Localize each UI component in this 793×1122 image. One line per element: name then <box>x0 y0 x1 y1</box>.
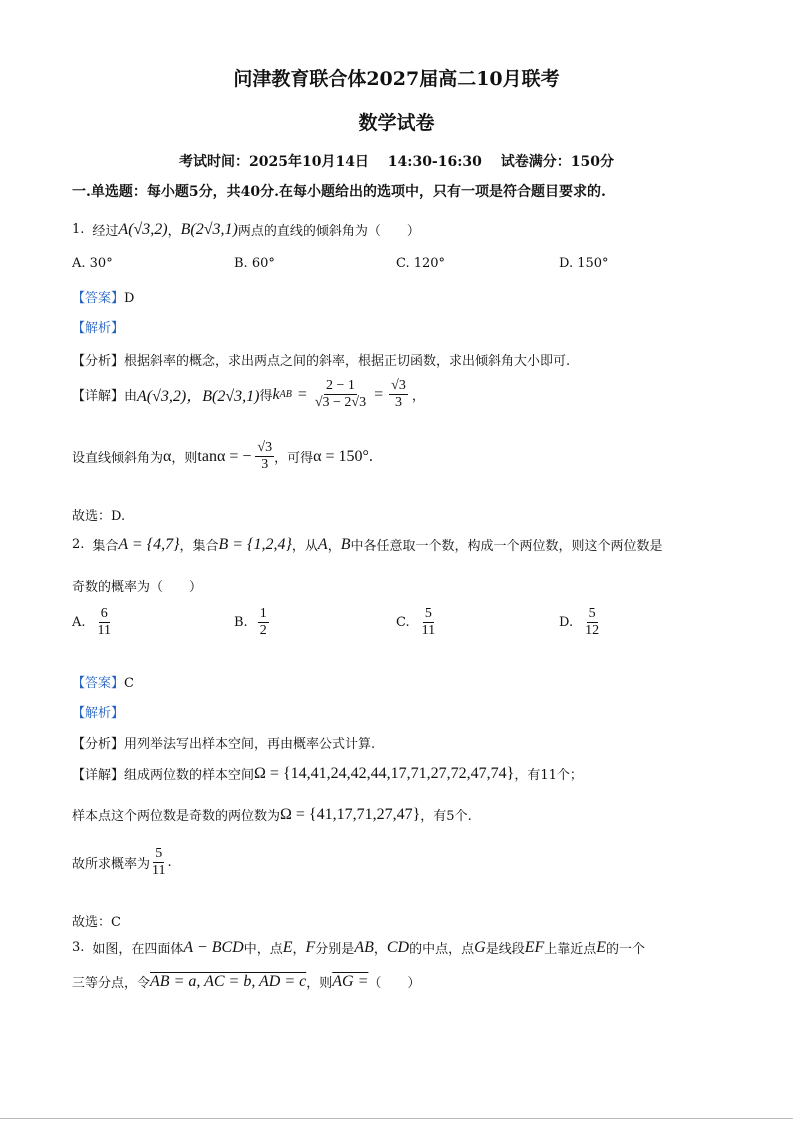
answer-label: 【答案】 <box>72 676 125 691</box>
q1-fenxi-row <box>72 350 570 369</box>
q2-text1-a: 集合 <box>92 539 119 554</box>
q1-frac1-den: √3 − 2√3 <box>314 395 367 410</box>
q2-option-a-num: 6 <box>100 606 108 621</box>
q1-detail-row <box>72 378 425 411</box>
q2-option-b-den: 2 <box>259 623 267 638</box>
q1-frac2 <box>389 378 408 411</box>
q3-g: G <box>474 938 486 956</box>
analysis-label: 【解析】 <box>72 706 125 721</box>
comma: ， <box>411 389 425 404</box>
q2-detail-suffix: ，有11个； <box>514 768 583 783</box>
q2-line3-suffix: . <box>167 855 172 870</box>
analysis-label: 【解析】 <box>72 321 125 336</box>
q2-option-c-frac <box>420 606 437 639</box>
q3-t4: 分别是 <box>315 942 355 957</box>
section-heading: 一.单选题：每小题5分，共40分.在每小题给出的选项中，只有一项是符合题目要求的. <box>72 184 606 200</box>
q3-tetra: A − BCD <box>183 938 244 956</box>
q1-frac2-den: 3 <box>394 395 402 410</box>
q2-prob-frac <box>150 846 167 879</box>
q1-option-a: A. 30° <box>72 256 113 271</box>
q1-suffix: 两点的直线的倾斜角为（ ） <box>237 224 420 239</box>
q2-line2-prefix: 样本点这个两位数是奇数的两位数为 <box>72 809 281 824</box>
q1-fenxi: 根据斜率的概念，求出两点之间的斜率，根据正切函数，求出倾斜角大小即可. <box>124 354 571 369</box>
q2-option-a <box>72 606 113 639</box>
q2-option-a-label: A. <box>72 615 86 630</box>
q2-option-a-den: 11 <box>97 623 112 638</box>
q1-line2-mid2: ，可得 <box>274 451 314 466</box>
q3-number: 3. <box>72 940 85 955</box>
page-subtitle: 数学试卷 <box>358 112 435 134</box>
q3-t2: 中，点 <box>243 942 283 957</box>
q3-ab: AB <box>354 938 374 956</box>
q2-line3-prefix: 故所求概率为 <box>72 857 151 872</box>
q1-tan-frac-den: 3 <box>261 457 269 472</box>
fenxi-label: 【分析】 <box>72 737 125 752</box>
q2-option-d-den: 12 <box>585 623 600 638</box>
q1-option-d: D. 150° <box>559 256 609 271</box>
q2-answer: C <box>124 676 134 691</box>
q2-set-b: B = {1,2,4} <box>218 535 292 553</box>
detail-label: 【详解】 <box>72 768 125 783</box>
q1-frac1 <box>313 378 368 411</box>
q3-e2: E <box>596 938 607 956</box>
q3-t6: 的中点，点 <box>409 942 475 957</box>
q2-option-b <box>234 606 269 639</box>
equals-sign: = <box>374 385 384 403</box>
q1-detail-points: A(√3,2)，B(2√3,1) <box>137 388 260 405</box>
q1-tan-frac-num: √3 <box>257 440 273 455</box>
q3-t3: ， <box>292 942 306 957</box>
q3-line2 <box>72 972 420 991</box>
q3-line2-mid: ，则 <box>306 976 333 991</box>
q2-option-b-num: 1 <box>259 606 267 621</box>
q2-detail-prefix: 组成两位数的样本空间 <box>124 768 255 783</box>
q2-detail-line3 <box>72 846 172 879</box>
q2-option-d <box>559 606 601 639</box>
q2-var-b: B <box>340 535 351 553</box>
q2-fenxi: 用列举法写出样本空间，再由概率公式计算. <box>124 737 376 752</box>
q2-conclusion: 故选：C <box>72 915 121 930</box>
q1-frac2-num: √3 <box>391 378 406 393</box>
equals-sign: = <box>297 385 307 403</box>
q1-conclusion: 故选：D. <box>72 509 126 524</box>
q2-detail-line2 <box>72 805 472 824</box>
q2-option-c-num: 5 <box>424 606 432 621</box>
q1-answer: D <box>124 291 135 306</box>
q1-option-c: C. 120° <box>396 256 446 271</box>
q2-text1-c: ，从 <box>291 539 318 554</box>
q3-t8: 上靠近点 <box>544 942 597 957</box>
q3-vectors: AB = a, AC = b, AD = c <box>150 972 307 990</box>
answer-label: 【答案】 <box>72 291 125 306</box>
q3-line2-suffix: （ ） <box>368 976 421 991</box>
q1-number: 1. <box>72 222 85 237</box>
q1-option-b: B. 60° <box>234 256 275 271</box>
q1-detail-de: 得 <box>259 389 273 404</box>
q2-prob-den: 11 <box>152 863 166 878</box>
q2-detail-row <box>72 764 583 783</box>
q3-cd: CD <box>386 938 410 956</box>
q2-text1-e: 中各任意取一个数，构成一个两位数，则这个两位数是 <box>350 539 663 554</box>
q2-option-a-frac <box>96 606 113 639</box>
q2-option-d-num: 5 <box>588 606 596 621</box>
q1-frac1-num: 2 − 1 <box>326 378 355 393</box>
q1-alpha: α <box>163 447 172 465</box>
detail-label: 【详解】 <box>72 389 125 404</box>
q1-prefix: 经过 <box>92 224 119 239</box>
page-bottom-divider <box>0 1118 793 1119</box>
q1-tan-frac <box>255 440 274 473</box>
q1-line2-prefix: 设直线倾斜角为 <box>72 451 164 466</box>
q2-option-c <box>396 606 437 639</box>
q2-prob-num: 5 <box>155 846 163 861</box>
q3-f: F <box>305 938 316 956</box>
q2-option-c-label: C. <box>396 615 410 630</box>
q1-result: α = 150°. <box>313 447 373 465</box>
q3-t7: 是线段 <box>485 942 525 957</box>
q2-answer-row <box>72 672 134 691</box>
question-3 <box>72 938 645 957</box>
q2-var-a: A <box>317 535 328 553</box>
q2-omega-set: Ω = {14,41,24,42,44,17,71,27,72,47,74} <box>254 764 515 782</box>
q3-e: E <box>282 938 293 956</box>
q2-text1-d: ， <box>327 539 341 554</box>
q2-fenxi-row <box>72 733 375 752</box>
q1-point-b: B(2√3,1) <box>180 220 238 238</box>
q1-k-label: k <box>272 385 280 403</box>
q1-comma: ， <box>167 224 181 239</box>
q3-ef: EF <box>524 938 545 956</box>
q2-text2: 奇数的概率为（ ） <box>72 580 203 595</box>
q1-tan: tanα = − <box>197 447 252 465</box>
q1-k-sub: AB <box>279 389 292 400</box>
q3-t9: 的一个 <box>606 942 646 957</box>
q2-text1-b: ，集合 <box>179 539 219 554</box>
q2-option-b-label: B. <box>234 615 248 630</box>
q2-option-d-label: D. <box>559 615 574 630</box>
q2-number: 2. <box>72 537 85 552</box>
q2-omega-odd: Ω = {41,17,71,27,47} <box>280 805 421 823</box>
page-title: 问津教育联合体2027届高二10月联考 <box>233 68 560 90</box>
q1-answer-row <box>72 287 134 306</box>
q2-option-c-den: 11 <box>421 623 436 638</box>
q1-point-a: A(√3,2) <box>118 220 168 238</box>
q3-ag: AG = <box>332 972 369 990</box>
q3-line2-prefix: 三等分点，令 <box>72 976 151 991</box>
fenxi-label: 【分析】 <box>72 354 125 369</box>
q3-t1: 如图，在四面体 <box>92 942 184 957</box>
q2-option-b-frac <box>258 606 269 639</box>
q2-set-a: A = {4,7} <box>118 535 180 553</box>
q1-line2-mid: ，则 <box>171 451 198 466</box>
question-2 <box>72 535 663 554</box>
q2-option-d-frac <box>583 606 601 639</box>
exam-info: 考试时间：2025年10月14日 14:30-16:30 试卷满分：150分 <box>179 154 614 170</box>
q2-line2-suffix: ，有5个. <box>420 809 472 824</box>
q1-detail-prefix: 由 <box>124 389 138 404</box>
q3-t5: ， <box>373 942 387 957</box>
question-1 <box>72 220 420 239</box>
q1-detail-line2 <box>72 440 373 473</box>
